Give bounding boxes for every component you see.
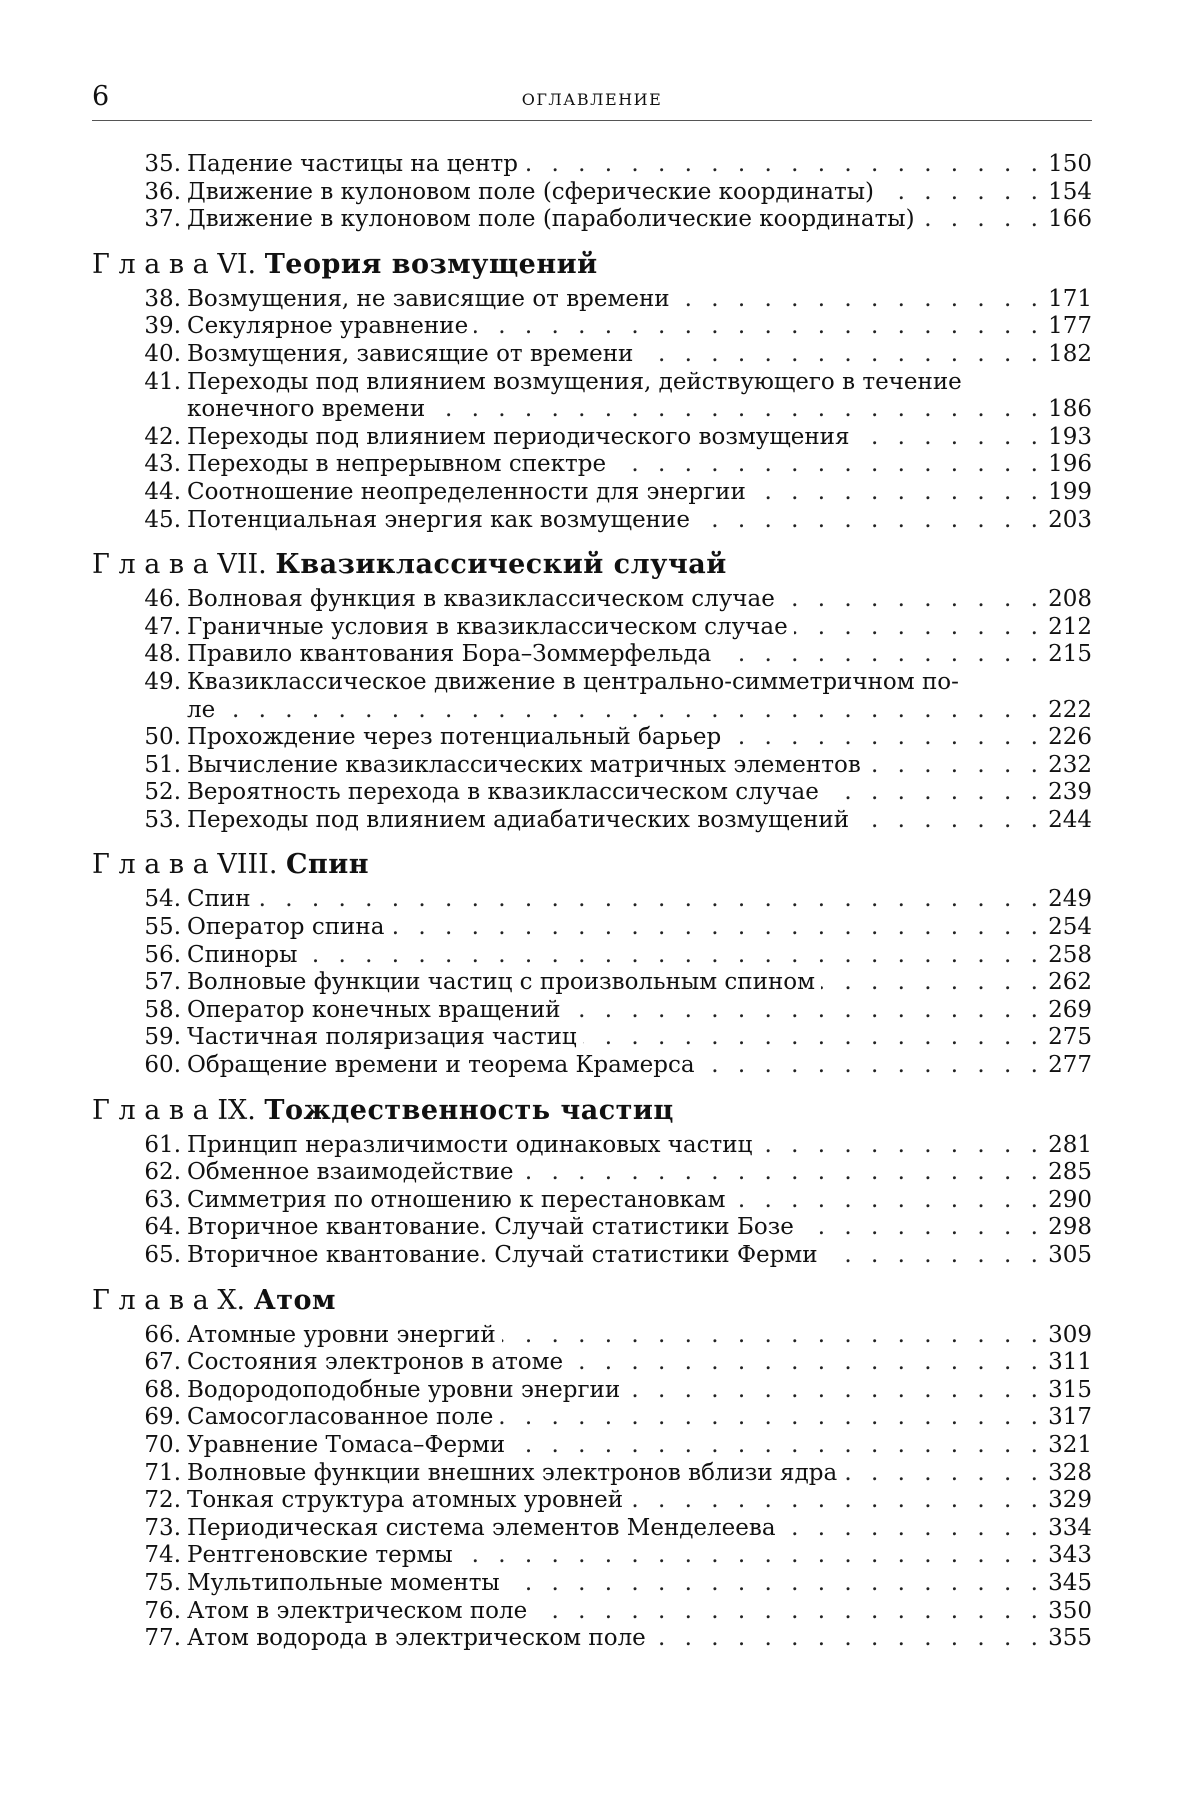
toc-entry <box>92 341 1092 369</box>
table-of-contents <box>92 151 1092 1653</box>
entry-title: Обменное взаимодействие <box>187 1159 514 1186</box>
entry-title: Соотношение неопределенности для энергии <box>187 478 746 505</box>
entry-page: 215 <box>1048 641 1092 668</box>
chapter-label: Г л а в а VII. <box>92 549 267 581</box>
entry-page: 315 <box>1048 1376 1092 1403</box>
entry-title: Движение в кулоновом поле (параболические координаты) <box>187 206 915 233</box>
chapter-heading <box>92 544 1092 586</box>
entry-page: 275 <box>1048 1024 1092 1051</box>
entry-title: Рентгеновские термы <box>187 1542 453 1569</box>
dot-leader <box>717 641 1044 669</box>
entry-page: 254 <box>1048 914 1092 941</box>
chapter-label: Г л а в а X. <box>92 1284 246 1316</box>
dot-leader <box>626 1377 1044 1405</box>
dot-leader <box>782 1515 1044 1543</box>
toc-entry <box>92 479 1092 507</box>
toc-entry-continuation <box>92 697 1092 725</box>
toc-entry-continuation <box>92 396 1092 424</box>
toc-entry <box>92 1515 1092 1543</box>
dot-leader <box>652 1625 1044 1653</box>
running-head: ОГЛАВЛЕНИЕ <box>521 90 663 109</box>
entry-title: Вторичное квантование. Случай статистики Бозе <box>187 1214 794 1241</box>
toc-entry <box>92 914 1092 942</box>
entry-title: Возмущения, зависящие от времени <box>187 340 634 367</box>
toc-entry <box>92 1377 1092 1405</box>
toc-entry <box>92 1214 1092 1242</box>
entry-title: Волновые функции внешних электронов вблизи ядра <box>187 1459 838 1486</box>
dot-leader <box>800 1214 1044 1242</box>
dot-leader <box>824 1242 1044 1270</box>
entry-title: Оператор конечных вращений <box>187 996 561 1023</box>
toc-entry <box>92 586 1092 614</box>
toc-entry <box>92 1322 1092 1350</box>
chapter-label: Г л а в а VIII. <box>92 849 278 881</box>
dot-leader <box>696 507 1044 535</box>
entry-page: 222 <box>1048 696 1092 723</box>
entry-page: 321 <box>1048 1431 1092 1458</box>
toc-entry <box>92 1187 1092 1215</box>
toc-entry <box>92 1432 1092 1460</box>
entry-number: 40. <box>144 340 181 367</box>
entry-number: 50. <box>144 724 181 751</box>
toc-entry <box>92 369 1092 397</box>
dot-leader <box>569 1349 1044 1377</box>
entry-number: 43. <box>144 451 181 478</box>
entry-number: 61. <box>144 1131 181 1158</box>
entry-page: 249 <box>1048 886 1092 913</box>
page-number: 6 <box>92 81 110 112</box>
entry-title: Прохождение через потенциальный барьер <box>187 724 722 751</box>
entry-number: 77. <box>144 1625 181 1652</box>
toc-entry <box>92 1570 1092 1598</box>
entry-page: 329 <box>1048 1487 1092 1514</box>
toc-entry <box>92 1024 1092 1052</box>
dot-leader <box>867 752 1044 780</box>
entry-page: 317 <box>1048 1404 1092 1431</box>
dot-leader <box>843 1460 1044 1488</box>
entry-title: Атом в электрическом поле <box>187 1597 528 1624</box>
book-page <box>92 80 1092 1653</box>
entry-page: 193 <box>1048 423 1092 450</box>
toc-entry <box>92 779 1092 807</box>
chapter-heading <box>92 244 1092 286</box>
chapter-label: Г л а в а IX. <box>92 1094 256 1126</box>
toc-entry <box>92 1598 1092 1626</box>
toc-entry <box>92 151 1092 179</box>
toc-entry <box>92 424 1092 452</box>
entry-number: 63. <box>144 1186 181 1213</box>
dot-leader <box>921 206 1044 234</box>
entry-title: Квазиклассическое движение в центрально-симметричном по- <box>187 668 959 695</box>
entry-page: 262 <box>1048 969 1092 996</box>
entry-page: 334 <box>1048 1514 1092 1541</box>
page-header <box>92 80 1092 121</box>
entry-title: Самосогласованное поле <box>187 1404 494 1431</box>
entry-title: Переходы под влиянием возмущения, действующего в течение <box>187 368 962 395</box>
entry-page: 154 <box>1048 178 1092 205</box>
entry-title: Волновые функции частиц с произвольным спином <box>187 969 816 996</box>
entry-title: Тонкая структура атомных уровней <box>187 1487 624 1514</box>
toc-entry <box>92 1625 1092 1653</box>
chapter-title: Квазиклассический случай <box>275 549 727 581</box>
toc-entry <box>92 641 1092 669</box>
entry-number: 75. <box>144 1569 181 1596</box>
dot-leader <box>533 1598 1044 1626</box>
entry-title: Секулярное уравнение <box>187 313 469 340</box>
dot-leader <box>727 724 1044 752</box>
entry-number: 55. <box>144 914 181 941</box>
entry-number: 60. <box>144 1052 181 1079</box>
entry-title: Частичная поляризация частиц <box>187 1024 577 1051</box>
entry-number: 59. <box>144 1024 181 1051</box>
entry-number: 62. <box>144 1159 181 1186</box>
entry-number: 49. <box>144 668 181 695</box>
dot-leader <box>390 914 1044 942</box>
entry-page: 285 <box>1048 1159 1092 1186</box>
entry-number: 69. <box>144 1404 181 1431</box>
entry-number: 70. <box>144 1431 181 1458</box>
entry-page: 298 <box>1048 1214 1092 1241</box>
entry-number: 66. <box>144 1321 181 1348</box>
chapter-title: Спин <box>286 849 370 881</box>
entry-page: 177 <box>1048 313 1092 340</box>
dot-leader <box>794 614 1044 642</box>
entry-title: Симметрия по отношению к перестановкам <box>187 1186 726 1213</box>
entry-number: 42. <box>144 423 181 450</box>
toc-entry <box>92 1404 1092 1432</box>
entry-page: 258 <box>1048 941 1092 968</box>
toc-entry <box>92 752 1092 780</box>
entry-number: 74. <box>144 1542 181 1569</box>
entry-title: Состояния электронов в атоме <box>187 1349 564 1376</box>
entry-number: 57. <box>144 969 181 996</box>
chapter-title: Тождественность частиц <box>264 1094 674 1126</box>
dot-leader <box>524 151 1044 179</box>
toc-entry <box>92 724 1092 752</box>
toc-entry <box>92 669 1092 697</box>
dot-leader <box>629 1487 1044 1515</box>
entry-title: Принцип неразличимости одинаковых частиц <box>187 1131 753 1158</box>
dot-leader <box>431 396 1044 424</box>
entry-number: 68. <box>144 1376 181 1403</box>
toc-entry <box>92 1132 1092 1160</box>
entry-title: Возмущения, не зависящие от времени <box>187 285 670 312</box>
toc-entry <box>92 1460 1092 1488</box>
toc-entry <box>92 997 1092 1025</box>
entry-page: 208 <box>1048 586 1092 613</box>
entry-page: 196 <box>1048 451 1092 478</box>
entry-page: 309 <box>1048 1321 1092 1348</box>
chapter-title: Теория возмущений <box>264 248 598 280</box>
entry-number: 51. <box>144 751 181 778</box>
entry-number: 67. <box>144 1349 181 1376</box>
entry-title: Падение частицы на центр <box>187 151 518 177</box>
entry-number: 48. <box>144 641 181 668</box>
entry-title: Переходы в непрерывном спектре <box>187 451 607 478</box>
dot-leader <box>520 1159 1044 1187</box>
entry-number: 65. <box>144 1242 181 1268</box>
entry-number: 72. <box>144 1487 181 1514</box>
toc-entry <box>92 286 1092 314</box>
dot-leader <box>506 1570 1044 1598</box>
dot-leader <box>855 807 1044 835</box>
entry-title: Вероятность перехода в квазиклассическом случае <box>187 779 819 806</box>
entry-number: 58. <box>144 996 181 1023</box>
chapter-heading <box>92 1280 1092 1322</box>
dot-leader <box>567 997 1045 1025</box>
toc-entry <box>92 1349 1092 1377</box>
toc-entry <box>92 507 1092 535</box>
toc-entry <box>92 1487 1092 1515</box>
dot-leader <box>612 451 1044 479</box>
dot-leader <box>257 886 1044 914</box>
toc-entry <box>92 313 1092 341</box>
toc-entry <box>92 1242 1092 1270</box>
entry-title: Оператор спина <box>187 914 385 941</box>
entry-page: 203 <box>1048 506 1092 533</box>
entry-title-continued: конечного времени <box>187 396 426 423</box>
entry-number: 76. <box>144 1597 181 1624</box>
dot-leader <box>781 586 1044 614</box>
entry-number: 36. <box>144 178 181 205</box>
entry-title: Вычисление квазиклассических матричных элементов <box>187 751 861 778</box>
entry-number: 45. <box>144 506 181 533</box>
dot-leader <box>459 1542 1044 1570</box>
dot-leader <box>821 969 1044 997</box>
entry-page: 226 <box>1048 724 1092 751</box>
entry-number: 56. <box>144 941 181 968</box>
entry-page: 171 <box>1048 285 1092 312</box>
entry-number: 54. <box>144 886 181 913</box>
entry-page: 269 <box>1048 996 1092 1023</box>
entry-page: 212 <box>1048 613 1092 640</box>
entry-number: 73. <box>144 1514 181 1541</box>
toc-entry <box>92 1159 1092 1187</box>
dot-leader <box>511 1432 1044 1460</box>
dot-leader <box>639 341 1044 369</box>
entry-number: 71. <box>144 1459 181 1486</box>
entry-title: Потенциальная энергия как возмущение <box>187 506 690 533</box>
entry-title: Волновая функция в квазиклассическом случае <box>187 586 775 613</box>
toc-entry <box>92 614 1092 642</box>
entry-number: 44. <box>144 478 181 505</box>
dot-leader <box>752 479 1044 507</box>
entry-page: 166 <box>1048 206 1092 233</box>
toc-entry <box>92 886 1092 914</box>
toc-entry <box>92 179 1092 207</box>
entry-page: 186 <box>1048 396 1092 423</box>
entry-number: 41. <box>144 368 181 395</box>
entry-page: 355 <box>1048 1625 1092 1652</box>
entry-number: 46. <box>144 586 181 613</box>
dot-leader <box>221 697 1044 725</box>
dot-leader <box>474 313 1044 341</box>
toc-entry <box>92 206 1092 234</box>
chapter-label: Г л а в а VI. <box>92 248 257 280</box>
entry-number: 52. <box>144 779 181 806</box>
dot-leader <box>676 286 1044 314</box>
entry-page: 343 <box>1048 1542 1092 1569</box>
toc-entry <box>92 451 1092 479</box>
entry-page: 305 <box>1048 1242 1092 1268</box>
chapter-heading <box>92 844 1092 886</box>
entry-page: 311 <box>1048 1349 1092 1376</box>
entry-number: 35. <box>144 151 181 177</box>
entry-number: 39. <box>144 313 181 340</box>
dot-leader <box>701 1052 1044 1080</box>
entry-title: Правило квантования Бора–Зоммерфельда <box>187 641 712 668</box>
entry-number: 38. <box>144 285 181 312</box>
entry-page: 345 <box>1048 1569 1092 1596</box>
toc-entry <box>92 942 1092 970</box>
entry-number: 53. <box>144 806 181 833</box>
entry-page: 232 <box>1048 751 1092 778</box>
dot-leader <box>880 179 1044 207</box>
toc-entry <box>92 1542 1092 1570</box>
entry-page: 281 <box>1048 1131 1092 1158</box>
chapter-heading <box>92 1090 1092 1132</box>
entry-number: 37. <box>144 206 181 233</box>
dot-leader <box>502 1322 1044 1350</box>
entry-number: 64. <box>144 1214 181 1241</box>
dot-leader <box>825 779 1044 807</box>
entry-title: Атом водорода в электрическом поле <box>187 1625 646 1652</box>
toc-entry <box>92 969 1092 997</box>
toc-entry <box>92 1052 1092 1080</box>
entry-title: Атомные уровни энергий <box>187 1321 496 1348</box>
entry-page: 244 <box>1048 806 1092 833</box>
entry-page: 182 <box>1048 340 1092 367</box>
dot-leader <box>758 1132 1044 1160</box>
entry-title-continued: ле <box>187 696 216 723</box>
entry-title: Переходы под влиянием периодического возмущения <box>187 423 850 450</box>
entry-title: Обращение времени и теорема Крамерса <box>187 1052 695 1079</box>
chapter-title: Атом <box>253 1284 336 1316</box>
entry-title: Вторичное квантование. Случай статистики Ферми <box>187 1242 818 1268</box>
entry-title: Граничные условия в квазиклассическом случае <box>187 613 788 640</box>
entry-page: 150 <box>1048 151 1092 177</box>
dot-leader <box>856 424 1044 452</box>
entry-title: Переходы под влиянием адиабатических возмущений <box>187 806 850 833</box>
dot-leader <box>303 942 1044 970</box>
entry-title: Уравнение Томаса–Ферми <box>187 1431 506 1458</box>
entry-title: Мультипольные моменты <box>187 1569 500 1596</box>
entry-title: Спиноры <box>187 941 298 968</box>
entry-page: 277 <box>1048 1052 1092 1079</box>
entry-page: 290 <box>1048 1186 1092 1213</box>
dot-leader <box>732 1187 1044 1215</box>
dot-leader <box>583 1024 1044 1052</box>
entry-page: 239 <box>1048 779 1092 806</box>
toc-entry <box>92 807 1092 835</box>
entry-title: Движение в кулоновом поле (сферические координаты) <box>187 178 875 205</box>
entry-title: Спин <box>187 886 251 913</box>
entry-page: 350 <box>1048 1597 1092 1624</box>
entry-number: 47. <box>144 613 181 640</box>
dot-leader <box>499 1404 1044 1432</box>
entry-title: Водородоподобные уровни энергии <box>187 1376 621 1403</box>
entry-title: Периодическая система элементов Менделеева <box>187 1514 776 1541</box>
entry-page: 328 <box>1048 1459 1092 1486</box>
entry-page: 199 <box>1048 478 1092 505</box>
